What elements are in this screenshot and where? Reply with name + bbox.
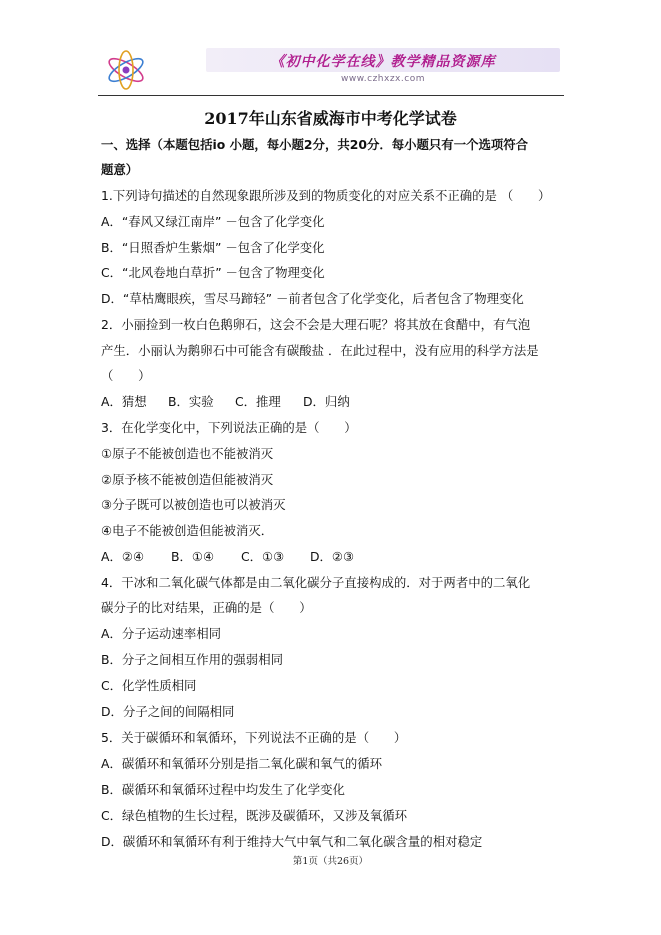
banner-url[interactable]: www.czhxzx.com [341,74,425,84]
q4-option-d: D．分子之间的间隔相同 [101,704,235,719]
q4-option-b: B．分子之间相互作用的强弱相同 [101,652,283,667]
q5-option-b: B．碳循环和氧循环过程中均发生了化学变化 [101,782,345,797]
section-heading: 一、选择（本题包括io 小题，每小题2分，共20分．每小题只有一个选项符合 [101,137,529,152]
q5-option-d: D．碳循环和氧循环有利于维持大气中氧气和二氧化碳含量的相对稳定 [101,834,483,849]
page-header [98,44,564,94]
q3-statement-3: ③分子既可以被创造也可以被消灭 [101,497,286,512]
q3-options [101,549,571,565]
q4-stem: 4．干冰和二氧化碳气体都是由二氧化碳分子直接构成的．对于两者中的二氧化 [101,575,531,590]
q5-option-c: C．绿色植物的生长过程，既涉及碳循环，又涉及氧循环 [101,808,408,823]
q1-stem: 1.下列诗句描述的自然现象跟所涉及到的物质变化的对应关系不正确的是 （ ） [101,188,551,203]
q1-option-c: C．“北风卷地白草折” －包含了物理变化 [101,265,325,280]
q4-option-a: A．分子运动速率相同 [101,626,221,641]
q3-stem: 3．在化学变化中，下列说法正确的是（ ） [101,420,357,435]
q5-option-a: A．碳循环和氧循环分别是指二氧化碳和氧气的循环 [101,756,383,771]
q4-option-c: C．化学性质相同 [101,678,197,693]
q5-stem: 5．关于碳循环和氧循环，下列说法不正确的是（ ） [101,730,407,745]
page-footer: 第1页（共26页） [292,856,369,867]
q3-statement-2: ②原予核不能被创造但能被消灭 [101,472,274,487]
q2-stem-blank: （ ） [101,368,151,383]
q4-stem-cont: 碳分子的比对结果，正确的是（ ） [101,600,312,615]
q2-options [101,394,571,410]
banner-title: 《初中化学在线》教学精品资源库 [270,54,496,70]
q1-option-d: D．“草枯鹰眼疾，雪尽马蹄轻” －前者包含了化学变化，后者包含了物理变化 [101,291,524,306]
header-divider [98,95,564,96]
q3-option-c: C．①③ [241,549,285,564]
banner [206,48,560,72]
q2-option-c: C．推理 [235,394,281,409]
q3-option-a: A．②④ [101,549,145,564]
q2-option-d: D．归纳 [303,394,350,409]
q1-option-a: A．“春风又绿江南岸” －包含了化学变化 [101,214,325,229]
q2-option-b: B．实验 [168,394,214,409]
q3-statement-1: ①原子不能被创造也不能被消灭 [101,446,274,461]
q3-statement-4: ④电子不能被创造但能被消灭． [101,523,274,538]
atom-logo-icon [104,48,148,92]
q3-option-d: D．②③ [310,549,355,564]
q1-option-b: B．“日照香炉生紫烟” －包含了化学变化 [101,240,325,255]
q2-stem: 2．小丽捡到一枚白色鹅卵石，这会不会是大理石呢？将其放在食醋中，有气泡 [101,317,531,332]
q2-option-a: A．猜想 [101,394,147,409]
page-title: 2017年山东省威海市中考化学试卷 [204,109,457,128]
q2-stem-cont: 产生．小丽认为鹅卵石中可能含有碳酸盐 ．在此过程中，没有应用的科学方法是 [101,343,539,358]
section-heading-cont: 题意） [101,162,139,177]
q3-option-b: B．①④ [171,549,215,564]
